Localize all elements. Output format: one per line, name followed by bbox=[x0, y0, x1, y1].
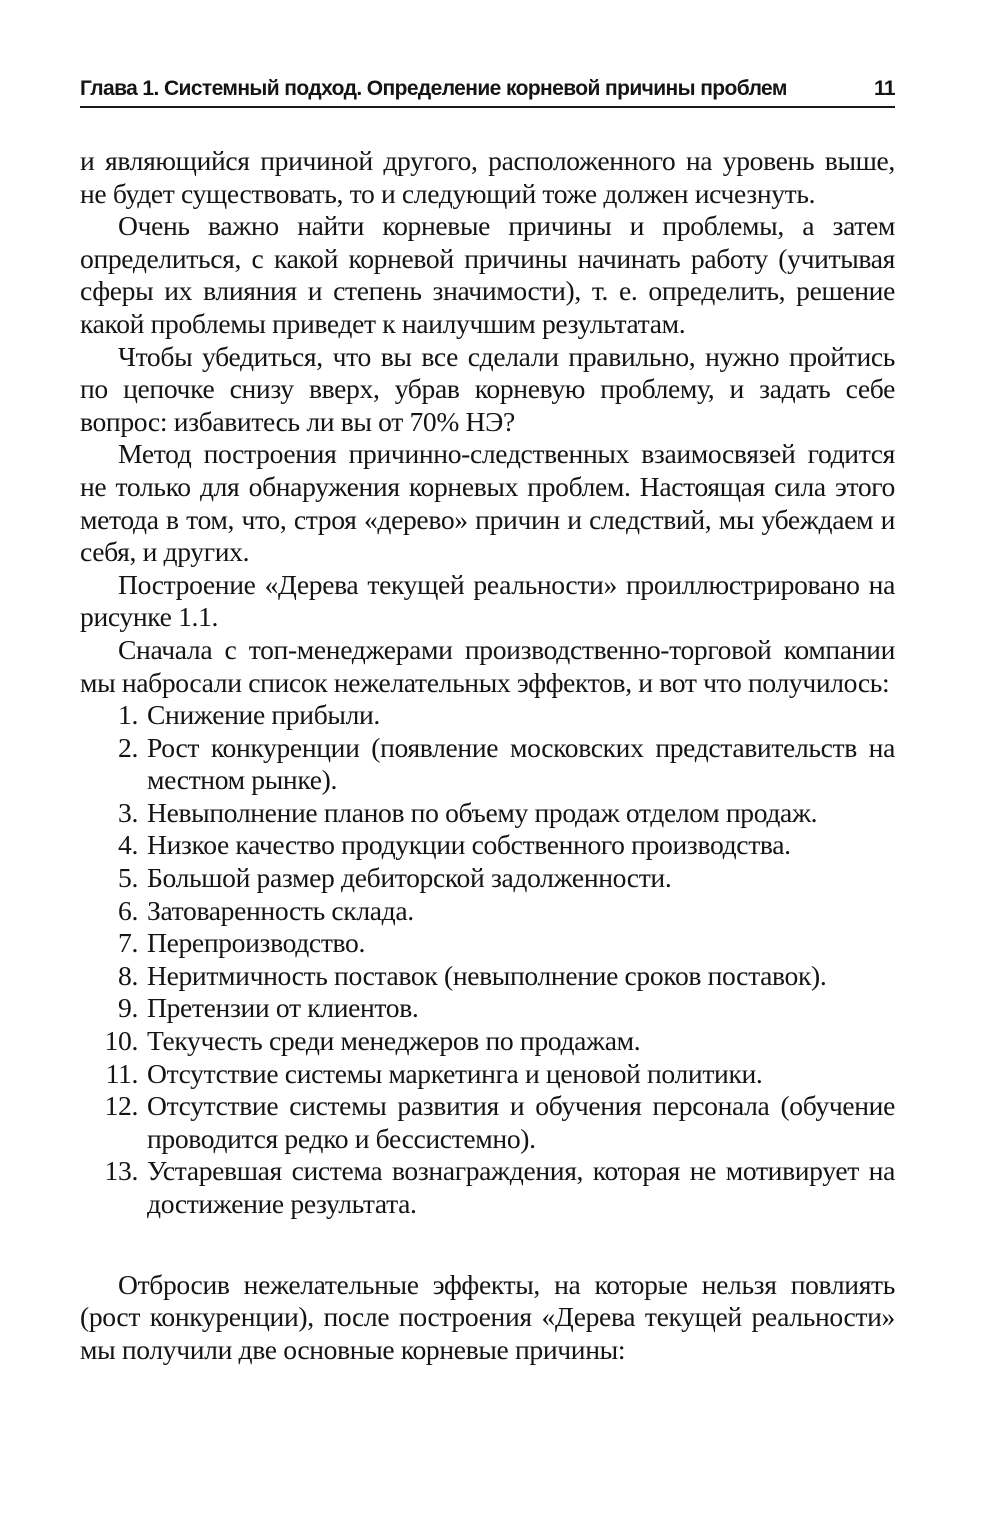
list-item bbox=[80, 992, 895, 1025]
list-text: Текучесть среди менеджеров по продажам. bbox=[147, 1025, 641, 1057]
list-item bbox=[80, 732, 895, 797]
paragraph: Сначала с топ-менеджерами производственно-торговой компании мы набросали список нежелательных эффектов, и вот что получилось: bbox=[80, 633, 895, 698]
list-text: Затоваренность склада. bbox=[147, 894, 414, 926]
list-number: 3. bbox=[118, 796, 138, 828]
undesirable-effects-list bbox=[80, 699, 895, 1221]
paragraph: Очень важно найти корневые причины и проблемы, а затем определиться, с какой корневой причины начинать работу (учитывая сферы их влияния и степень значимости), т. е. определить, решение какой проблемы приведет к наилучшим результатам. bbox=[80, 210, 895, 339]
list-number: 7. bbox=[118, 927, 138, 959]
list-text: Неритмичность поставок (невыполнение сроков поставок). bbox=[147, 959, 827, 991]
list-text: Отсутствие системы развития и обучения персонала (обучение проводится редко и бессистемно). bbox=[147, 1090, 895, 1154]
list-text: Снижение прибыли. bbox=[147, 699, 380, 731]
list-number: 6. bbox=[118, 894, 138, 926]
list-text: Рост конкуренции (появление московских представительств на местном рынке). bbox=[147, 731, 895, 796]
list-item bbox=[80, 699, 895, 732]
list-text: Перепроизводство. bbox=[147, 927, 366, 959]
list-item bbox=[80, 862, 895, 895]
list-item bbox=[80, 960, 895, 993]
list-item bbox=[80, 829, 895, 862]
running-head bbox=[80, 74, 895, 108]
list-text: Отсутствие системы маркетинга и ценовой политики. bbox=[147, 1057, 763, 1089]
list-number: 1. bbox=[118, 699, 138, 731]
paragraph: Метод построения причинно-следственных взаимосвязей годится не только для обнаружения корневых проблем. Настоящая сила этого метода в том, что, строя «дерево» причин и следствий, мы убеждаем и себя, и других. bbox=[80, 438, 895, 568]
list-item bbox=[80, 895, 895, 928]
page-number: 11 bbox=[874, 77, 895, 100]
list-number: 10. bbox=[104, 1025, 138, 1057]
spacer bbox=[80, 1221, 895, 1269]
closing-paragraph: Отбросив нежелательные эффекты, на которые нельзя повлиять (рост конкуренции), после построения «Дерева текущей реальности» мы получили две основные корневые причины: bbox=[80, 1268, 895, 1365]
list-text: Большой размер дебиторской задолженности. bbox=[147, 862, 672, 894]
list-item bbox=[80, 1155, 895, 1220]
list-item bbox=[80, 1058, 895, 1091]
paragraph: Чтобы убедиться, что вы все сделали правильно, нужно пройтись по цепочке снизу вверх, убрав корневую проблему, и задать себе вопрос: избавитесь ли вы от 70% НЭ? bbox=[80, 340, 895, 437]
list-item bbox=[80, 797, 895, 830]
list-number: 8. bbox=[118, 959, 138, 991]
list-number: 11. bbox=[105, 1057, 138, 1089]
body-text bbox=[80, 145, 895, 1366]
paragraph: и являющийся причиной другого, расположенного на уровень выше, не будет существовать, то и следующий тоже должен исчезнуть. bbox=[80, 145, 895, 209]
list-item bbox=[80, 1025, 895, 1058]
list-item bbox=[80, 1090, 895, 1155]
list-item bbox=[80, 927, 895, 960]
list-text: Невыполнение планов по объему продаж отделом продаж. bbox=[147, 796, 818, 828]
list-text: Низкое качество продукции собственного производства. bbox=[147, 829, 791, 861]
list-text: Устаревшая система вознаграждения, которая не мотивирует на достижение результата. bbox=[147, 1155, 895, 1219]
chapter-title: Глава 1. Системный подход. Определение корневой причины проблем bbox=[80, 77, 787, 100]
list-number: 5. bbox=[118, 862, 138, 894]
list-number: 12. bbox=[104, 1090, 138, 1122]
list-number: 4. bbox=[118, 829, 138, 861]
list-number: 2. bbox=[118, 731, 138, 763]
list-number: 13. bbox=[104, 1155, 138, 1187]
list-number: 9. bbox=[118, 992, 138, 1024]
list-text: Претензии от клиентов. bbox=[147, 992, 419, 1024]
paragraph: Построение «Дерева текущей реальности» проиллюстрировано на рисунке 1.1. bbox=[80, 568, 895, 633]
